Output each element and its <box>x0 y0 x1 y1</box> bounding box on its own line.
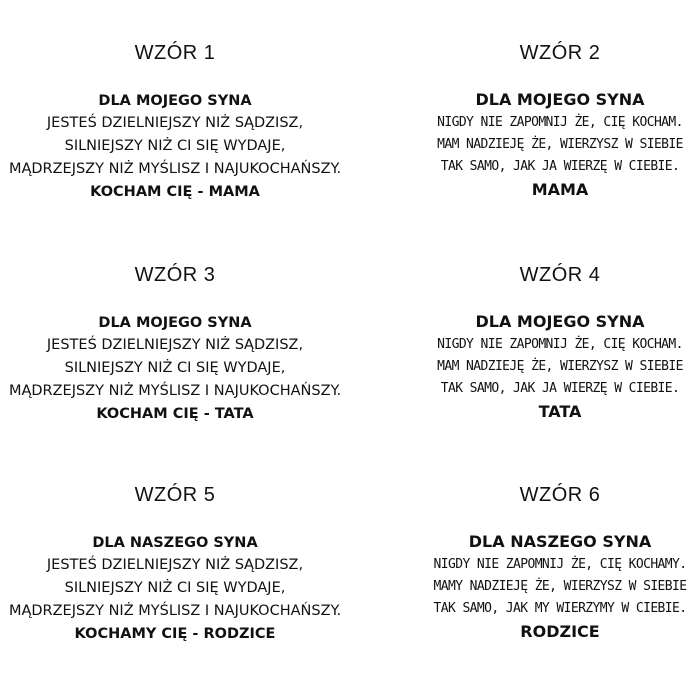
variant-line: SILNIEJSZY NIŻ CI SIĘ WYDAJE, <box>64 580 286 596</box>
variant-line: TAK SAMO, JAK MY WIERZYMY W CIEBIE. <box>433 601 687 616</box>
variant-line: JESTEŚ DZIELNIEJSZY NIŻ SĄDZISZ, <box>46 115 304 131</box>
variant-heading: WZÓR 1 <box>134 42 216 64</box>
variant-title: DLA MOJEGO SYNA <box>98 93 252 109</box>
variant-card-3 <box>0 262 350 426</box>
variant-title: DLA NASZEGO SYNA <box>468 532 652 551</box>
variant-line: MAM NADZIEJĘ ŻE, WIERZYSZ W SIEBIE <box>437 137 683 152</box>
variant-line: NIGDY NIE ZAPOMNIJ ŻE, CIĘ KOCHAMY. <box>433 557 687 572</box>
variant-heading: WZÓR 6 <box>519 484 601 506</box>
variant-signature: TATA <box>538 402 582 421</box>
variant-line: NIGDY NIE ZAPOMNIJ ŻE, CIĘ KOCHAM. <box>437 337 683 352</box>
variant-title: DLA MOJEGO SYNA <box>475 312 645 331</box>
variant-signature: KOCHAM CIĘ - MAMA <box>90 184 260 200</box>
variant-title: DLA MOJEGO SYNA <box>98 315 252 331</box>
variant-line: MĄDRZEJSZY NIŻ MYŚLISZ I NAJUKOCHAŃSZY. <box>8 161 342 177</box>
variant-line: MĄDRZEJSZY NIŻ MYŚLISZ I NAJUKOCHAŃSZY. <box>8 383 342 399</box>
variant-title: DLA MOJEGO SYNA <box>475 90 645 109</box>
variant-heading: WZÓR 3 <box>134 264 216 286</box>
variant-card-2 <box>395 40 700 202</box>
variant-heading: WZÓR 5 <box>134 484 216 506</box>
variant-heading: WZÓR 4 <box>519 264 601 286</box>
variant-heading: WZÓR 2 <box>519 42 601 64</box>
variant-signature: KOCHAMY CIĘ - RODZICE <box>74 626 276 642</box>
variant-line: NIGDY NIE ZAPOMNIJ ŻE, CIĘ KOCHAM. <box>437 115 683 130</box>
variant-line: JESTEŚ DZIELNIEJSZY NIŻ SĄDZISZ, <box>46 557 304 573</box>
variant-card-4 <box>395 262 700 424</box>
variant-card-6 <box>395 482 700 644</box>
variant-line: TAK SAMO, JAK JA WIERZĘ W CIEBIE. <box>440 159 680 174</box>
variant-line: SILNIEJSZY NIŻ CI SIĘ WYDAJE, <box>64 360 286 376</box>
variant-signature: RODZICE <box>520 622 600 641</box>
variant-card-1 <box>0 40 350 204</box>
variant-line: SILNIEJSZY NIŻ CI SIĘ WYDAJE, <box>64 138 286 154</box>
variant-line: MĄDRZEJSZY NIŻ MYŚLISZ I NAJUKOCHAŃSZY. <box>8 603 342 619</box>
variant-card-5 <box>0 482 350 646</box>
variant-line: MAMY NADZIEJĘ ŻE, WIERZYSZ W SIEBIE <box>433 579 687 594</box>
variant-signature: KOCHAM CIĘ - TATA <box>96 406 254 422</box>
variant-line: JESTEŚ DZIELNIEJSZY NIŻ SĄDZISZ, <box>46 337 304 353</box>
variant-line: MAM NADZIEJĘ ŻE, WIERZYSZ W SIEBIE <box>437 359 683 374</box>
variant-line: TAK SAMO, JAK JA WIERZĘ W CIEBIE. <box>440 381 680 396</box>
variant-title: DLA NASZEGO SYNA <box>92 535 258 551</box>
variant-signature: MAMA <box>531 180 589 199</box>
